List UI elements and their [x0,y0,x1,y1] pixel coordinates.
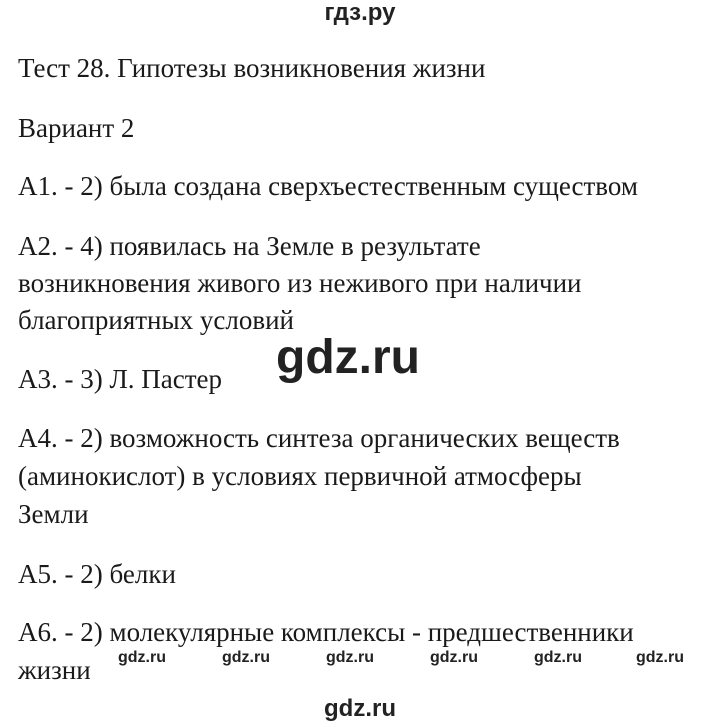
watermark-large: gdz.ru [276,331,420,384]
watermark-small: gdz.ru [326,649,374,666]
answer-a5-line-1: А5. - 2) белки [18,559,176,589]
site-footer: gdz.ru [324,695,396,722]
site-header: гдз.ру [324,0,396,26]
watermark-small: gdz.ru [118,649,166,666]
watermark-small: gdz.ru [636,649,684,666]
watermark-small: gdz.ru [430,649,478,666]
answer-a2-line-2: возникновения живого из неживого при наличии [18,268,582,298]
answer-a2-line-1: А2. - 4) появилась на Земле в результате [18,231,481,261]
answer-a1-line-1: А1. - 2) была создана сверхъестественным существом [18,171,638,201]
watermark-small: gdz.ru [534,649,582,666]
answer-a4-line-3: Земли [18,499,89,529]
answer-a6-line-2: жизни [18,655,91,685]
document-title: Тест 28. Гипотезы возникновения жизни [18,53,486,83]
variant-label: Вариант 2 [18,113,135,143]
answer-a6-line-1: А6. - 2) молекулярные комплексы - предшественники [18,617,634,647]
watermark-small: gdz.ru [222,649,270,666]
watermark-row [0,648,720,668]
answer-a3-line-1: А3. - 3) Л. Пастер [18,364,223,394]
answer-a4-line-2: (аминокислот) в условиях первичной атмосферы [18,461,582,491]
answer-a4-line-1: А4. - 2) возможность синтеза органических веществ [18,423,620,453]
answer-a2-line-3: благоприятных условий [18,305,294,335]
